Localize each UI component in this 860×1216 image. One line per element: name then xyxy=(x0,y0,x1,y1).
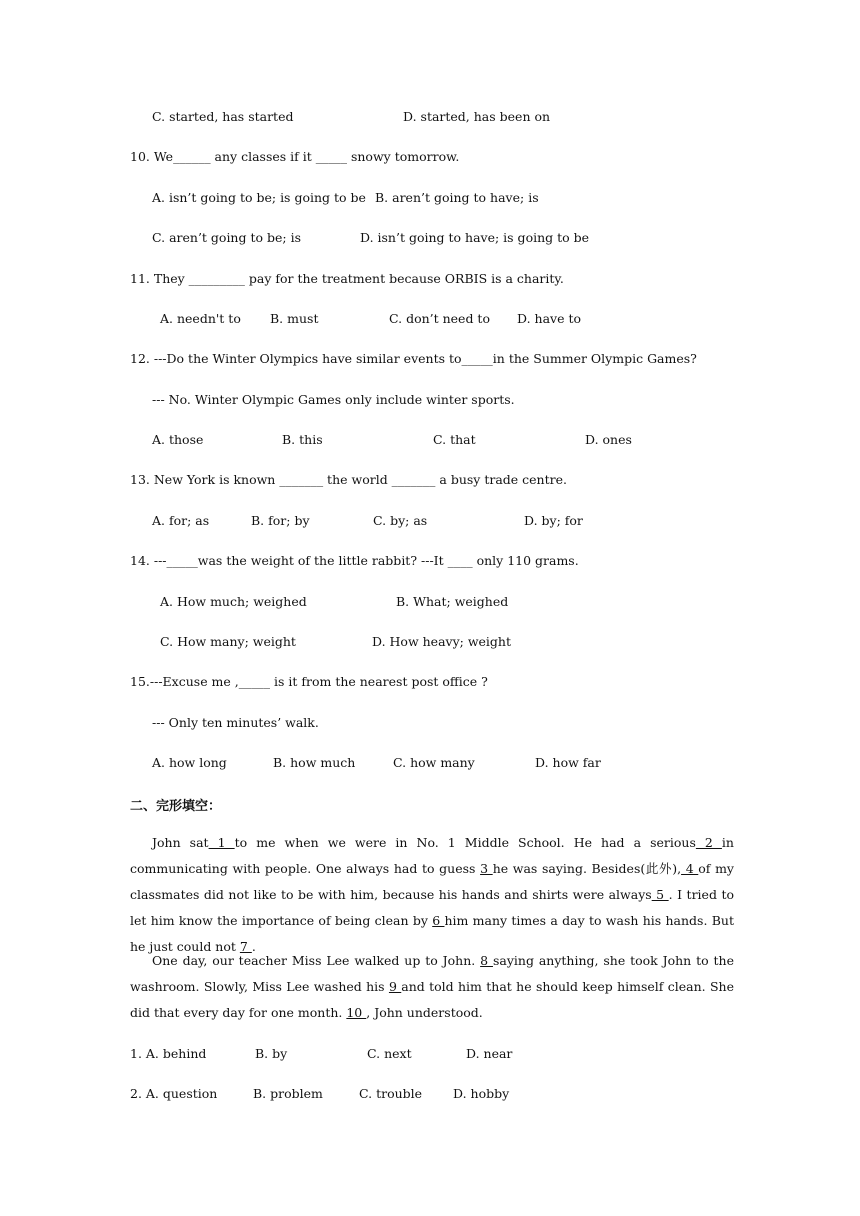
cloze-q2-option-d: D. hobby xyxy=(453,1086,510,1101)
text-run: . I tried to let him know the importance of being clean by xyxy=(130,887,734,928)
q14-option-a: A. How much; weighed xyxy=(160,594,307,609)
cloze-paragraph-1 xyxy=(130,830,734,960)
q9-option-d: D. started, has been on xyxy=(403,109,551,124)
blank-6: 6 xyxy=(432,913,445,928)
text-run: One day, our teacher Miss Lee walked up to John. xyxy=(152,953,481,968)
q10-option-a: A. isn’t going to be; is going to be xyxy=(152,190,366,205)
text-run: and told him that he should keep himself clean. She did that every day for one month. xyxy=(130,979,734,1020)
q12-option-a: A. those xyxy=(152,432,204,447)
q15-option-a: A. how long xyxy=(152,755,227,770)
text-run: . xyxy=(251,939,256,954)
q11-option-a: A. needn't to xyxy=(160,311,241,326)
cloze-q2-option-c: C. trouble xyxy=(359,1086,423,1101)
q14-option-d: D. How heavy; weight xyxy=(372,634,512,649)
blank-2: 2 xyxy=(695,835,722,850)
text-run: of my classmates did not like to be with him, because his hands and shirts were always xyxy=(130,861,734,902)
q11-stem: 11. They _________ pay for the treatment because ORBIS is a charity. xyxy=(130,271,564,286)
q11-option-d: D. have to xyxy=(517,311,582,326)
q15-reply: --- Only ten minutes’ walk. xyxy=(152,715,319,730)
blank-3: 3 xyxy=(480,861,493,876)
text-run: to me when we were in No. 1 Middle School. He had a serious xyxy=(234,835,696,850)
blank-9: 9 xyxy=(388,979,402,994)
cloze-q1-option-c: C. next xyxy=(367,1046,412,1061)
q10-option-c: C. aren’t going to be; is xyxy=(152,230,301,245)
section-heading-cloze: 二、完形填空： xyxy=(130,799,222,814)
q15-option-d: D. how far xyxy=(535,755,601,770)
cloze-q1-option-d: D. near xyxy=(466,1046,513,1061)
cloze-q2-option-a: 2. A. question xyxy=(130,1086,218,1101)
q14-stem: 14. ---_____was the weight of the little rabbit? ---It ____ only 110 grams. xyxy=(130,553,579,568)
q9-option-c: C. started, has started xyxy=(152,109,294,124)
cloze-paragraph-2 xyxy=(130,948,734,1026)
blank-10: 10 xyxy=(346,1005,367,1020)
blank-8: 8 xyxy=(480,953,493,968)
text-run: him many times a day to wash his hands. But he just could not xyxy=(130,913,734,954)
cloze-q1-option-b: B. by xyxy=(255,1046,288,1061)
q15-option-b: B. how much xyxy=(273,755,356,770)
blank-7: 7 xyxy=(239,939,252,954)
q13-option-c: C. by; as xyxy=(373,513,428,528)
q13-option-a: A. for; as xyxy=(152,513,210,528)
text-run: in communicating with people. One always had to guess xyxy=(130,835,734,876)
q10-option-b: B. aren’t going to have; is xyxy=(375,190,539,205)
q12-option-c: C. that xyxy=(433,432,476,447)
blank-4: 4 xyxy=(681,861,699,876)
text-run: he was saying. Besides(此外), xyxy=(492,861,682,876)
text-run: , John understood. xyxy=(366,1005,483,1020)
q15-option-c: C. how many xyxy=(393,755,475,770)
q11-option-c: C. don’t need to xyxy=(389,311,490,326)
q11-option-b: B. must xyxy=(270,311,319,326)
q12-reply: --- No. Winter Olympic Games only include winter sports. xyxy=(152,392,515,407)
q10-option-d: D. isn’t going to have; is going to be xyxy=(360,230,590,245)
q14-option-c: C. How many; weight xyxy=(160,634,296,649)
q15-stem: 15.---Excuse me ,_____ is it from the nearest post office ? xyxy=(130,674,488,689)
q10-stem: 10. We______ any classes if it _____ snowy tomorrow. xyxy=(130,149,460,164)
q12-stem: 12. ---Do the Winter Olympics have similar events to_____in the Summer Olympic Games? xyxy=(130,351,697,366)
text-run: John sat xyxy=(152,835,209,850)
q12-option-b: B. this xyxy=(282,432,323,447)
q13-stem: 13. New York is known _______ the world _______ a busy trade centre. xyxy=(130,472,567,487)
q14-option-b: B. What; weighed xyxy=(396,594,509,609)
text-run: saying anything, she took John to the washroom. Slowly, Miss Lee washed his xyxy=(130,953,734,994)
q12-option-d: D. ones xyxy=(585,432,632,447)
cloze-q1-option-a: 1. A. behind xyxy=(130,1046,207,1061)
q13-option-d: D. by; for xyxy=(524,513,583,528)
cloze-q2-option-b: B. problem xyxy=(253,1086,323,1101)
q13-option-b: B. for; by xyxy=(251,513,310,528)
blank-5: 5 xyxy=(651,887,669,902)
blank-1: 1 xyxy=(208,835,235,850)
